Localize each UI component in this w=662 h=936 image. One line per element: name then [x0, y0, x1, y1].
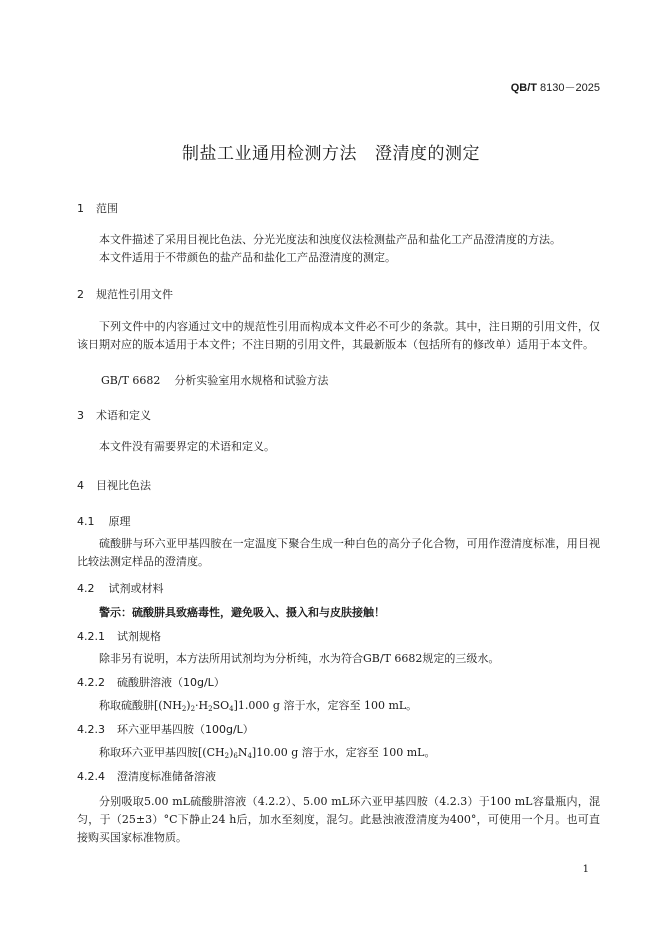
- reference-code: GB/T 6682: [101, 374, 161, 387]
- text-run: ): [186, 699, 191, 712]
- text-run: N: [237, 746, 248, 759]
- section-number: 1: [77, 202, 84, 215]
- section-title: 术语和定义: [96, 409, 151, 422]
- standard-code: [511, 79, 600, 95]
- subsection-4-2-3-heading: [77, 721, 254, 737]
- text-run: ]10.00 g 溶于水，定容至 100 mL。: [251, 746, 436, 759]
- subsection-4-2-1-heading: [77, 628, 161, 644]
- normative-reference: [77, 372, 600, 390]
- subscript: 2: [208, 705, 213, 713]
- section-3-paragraph-1: 本文件没有需要界定的术语和定义。: [99, 440, 275, 453]
- section-4-heading: [77, 477, 151, 493]
- standard-number: 8130－2025: [537, 82, 600, 94]
- subsection-title: 试剂或材料: [108, 582, 164, 595]
- subscript: 4: [229, 705, 234, 713]
- subsection-4-2-2-paragraph: [77, 697, 600, 715]
- subscript: 2: [181, 705, 187, 713]
- subsection-4-2-4-heading: [77, 768, 216, 784]
- text-run: SO: [212, 699, 230, 712]
- text-run: 称取硫酸肼[(NH: [99, 699, 182, 712]
- section-number: 2: [77, 288, 84, 301]
- subscript: 2: [190, 705, 196, 713]
- standard-prefix: QB/T: [510, 82, 537, 94]
- subsection-number: 4.2.3: [77, 723, 105, 736]
- subsection-number: 4.2.4: [77, 770, 105, 783]
- section-number: 4: [77, 479, 84, 492]
- subsection-title: 硫酸肼溶液（10g/L）: [117, 676, 225, 689]
- subsection-title: 澄清度标准储备溶液: [117, 770, 216, 783]
- subsection-number: 4.1: [77, 515, 95, 528]
- subsection-title: 试剂规格: [117, 630, 161, 643]
- subscript: 2: [224, 752, 230, 760]
- page-number: 1: [582, 864, 589, 875]
- text-run: ): [229, 746, 234, 759]
- subsection-title: 环六亚甲基四胺（100g/L）: [117, 723, 254, 736]
- subscript: 6: [233, 752, 238, 760]
- subsection-4-1-heading: [77, 513, 131, 529]
- section-1-paragraph-2: 本文件适用于不带颜色的盐产品和盐化工产品澄清度的测定。: [99, 251, 396, 264]
- text-run: ·H: [195, 699, 209, 712]
- subsection-number: 4.2.1: [77, 630, 105, 643]
- text-run: 称取环六亚甲基四胺[(CH: [99, 746, 225, 759]
- section-2-heading: [77, 286, 173, 302]
- title-main: 制盐工业通用检测方法: [182, 144, 357, 164]
- text-run: ]1.000 g 溶于水，定容至 100 mL。: [233, 699, 418, 712]
- subscript: 4: [247, 752, 252, 760]
- section-2-paragraph-1: 下列文件中的内容通过文中的规范性引用而构成本文件必不可少的条款。其中，注日期的引用文件，仅该日期对应的版本适用于本文件；不注日期的引用文件，其最新版本（包括所有的修改单）适用于本文件。: [77, 320, 600, 351]
- section-title: 范围: [96, 202, 118, 215]
- safety-warning: 警示：硫酸肼具致癌毒性，避免吸入、摄入和与皮肤接触！: [99, 606, 385, 619]
- subsection-4-2-2-heading: [77, 674, 225, 690]
- subsection-4-2-heading: [77, 580, 164, 596]
- title-sub: 澄清度的测定: [375, 144, 480, 164]
- section-title: 规范性引用文件: [96, 288, 173, 301]
- subsection-4-2-1-paragraph: 除非另有说明，本方法所用试剂均为分析纯，水为符合GB/T 6682规定的三级水。: [99, 652, 500, 665]
- subsection-4-2-3-paragraph: [77, 744, 600, 762]
- subsection-4-1-paragraph: 硫酸肼与环六亚甲基四胺在一定温度下聚合生成一种白色的高分子化合物，可用作澄清度标准，用目视比较法测定样品的澄清度。: [77, 537, 600, 568]
- section-3-heading: [77, 407, 151, 423]
- section-1-heading: [77, 200, 118, 216]
- subsection-title: 原理: [108, 515, 131, 528]
- section-number: 3: [77, 409, 84, 422]
- document-title: [0, 139, 662, 164]
- reference-title: 分析实验室用水规格和试验方法: [174, 374, 329, 387]
- section-1-paragraph-1: 本文件描述了采用目视比色法、分光光度法和浊度仪法检测盐产品和盐化工产品澄清度的方法。: [99, 233, 561, 246]
- section-title: 目视比色法: [96, 479, 151, 492]
- subsection-4-2-4-paragraph: 分别吸取5.00 mL硫酸肼溶液（4.2.2）、5.00 mL环六亚甲基四胺（4.2.3）于100 mL容量瓶内，混匀，于（25±3）°C下静止24 h后，加水至刻度，混匀。此悬浊液澄清度为400°，可使用一个月。也可直接购买国家标准物质。: [77, 795, 600, 844]
- subsection-number: 4.2: [77, 582, 95, 595]
- subsection-number: 4.2.2: [77, 676, 105, 689]
